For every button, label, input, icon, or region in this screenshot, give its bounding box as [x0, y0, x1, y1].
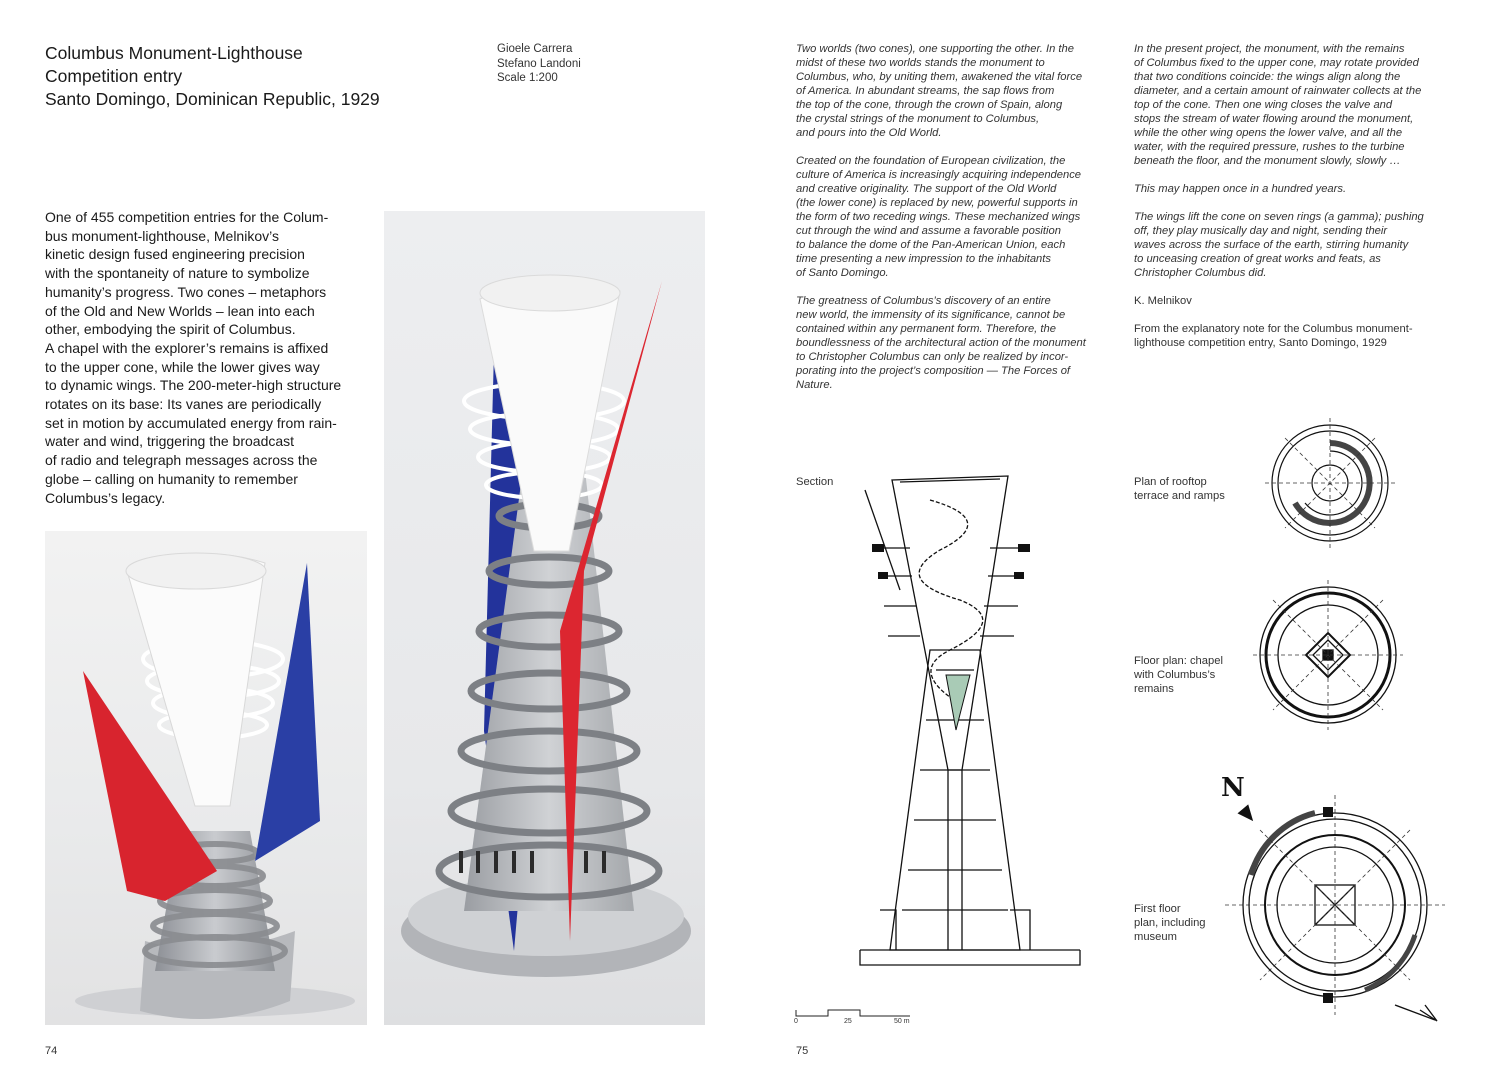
- intro-line: to the upper cone, while the lower gives way: [45, 358, 320, 375]
- quote-line: time presenting a new impression to the inhabitants: [796, 253, 1051, 265]
- quote-line: the form of two receding wings. These mechanized wings: [796, 211, 1081, 223]
- quote-line: In the present project, the monument, with the remains: [1134, 43, 1405, 55]
- source-line: lighthouse competition entry, Santo Domingo, 1929: [1134, 337, 1387, 349]
- caption-line: remains: [1134, 683, 1174, 695]
- quote-line: diameter, and a certain amount of rainwater collects at the: [1134, 85, 1422, 97]
- quote-line: Christopher Columbus did.: [1134, 267, 1267, 279]
- model-credits: [497, 42, 581, 86]
- model-photo-small: [45, 531, 367, 1025]
- caption-line: terrace and ramps: [1134, 490, 1225, 502]
- intro-line: globe – calling on humanity to remember: [45, 470, 298, 487]
- quote-line: and pours into the Old World.: [796, 127, 942, 139]
- section-drawing: [850, 470, 1110, 980]
- quote-line: beneath the floor, and the monument slowly, slowly …: [1134, 155, 1401, 167]
- right-page: [750, 0, 1500, 1091]
- intro-line: of the Old and New Worlds – lean into each: [45, 302, 315, 319]
- model-photo-tall: [384, 211, 705, 1025]
- quote-line: to balance the dome of the Pan-American Union, each: [796, 239, 1066, 251]
- scale-label-25: 25: [844, 1018, 852, 1025]
- intro-line: with the spontaneity of nature to symbolize: [45, 265, 310, 282]
- quote-line: midst of these two worlds stands the monument to: [796, 57, 1045, 69]
- quote-line: Nature.: [796, 379, 833, 391]
- intro-line: rotates on its base: Its vanes are periodically: [45, 396, 322, 413]
- quote-line: Two worlds (two cones), one supporting the other. In the: [796, 43, 1074, 55]
- first-floor-plan-drawing: [1215, 765, 1445, 1025]
- credit-line: Gioele Carrera: [497, 43, 573, 55]
- scale-label-50: 50 m: [894, 1018, 910, 1025]
- quote-line: that two conditions coincide: the wings align along the: [1134, 71, 1401, 83]
- credit-line: Scale 1:200: [497, 72, 558, 84]
- chapel-plan-caption: [1134, 654, 1223, 696]
- north-letter: N: [1221, 773, 1245, 803]
- quote-line: new world, the immensity of its significance, cannot be: [796, 309, 1066, 321]
- quote-line: top of the cone. Then one wing closes the valve and: [1134, 99, 1393, 111]
- scale-bar: [794, 1008, 924, 1030]
- title-line: Columbus Monument-Lighthouse: [45, 43, 303, 63]
- source-line: From the explanatory note for the Columbus monument-: [1134, 323, 1413, 335]
- first-floor-plan-caption: [1134, 902, 1206, 944]
- page-number-left: 74: [45, 1045, 58, 1057]
- quote-line: the top of the cone, through the crown of Spain, along: [796, 99, 1063, 111]
- quote-column-left: [796, 42, 1086, 392]
- paragraph-gap: [1134, 280, 1424, 294]
- quote-line: Created on the foundation of European civilization, the: [796, 155, 1066, 167]
- section-caption: [796, 475, 833, 489]
- caption-line: museum: [1134, 931, 1177, 943]
- chapel-floor-plan-drawing: [1253, 580, 1403, 730]
- quote-line: cut through the wind and assume a favorable position: [796, 225, 1061, 237]
- intro-line: set in motion by accumulated energy from rain-: [45, 414, 337, 431]
- quote-line: stops the stream of water flowing around the monument,: [1134, 113, 1414, 125]
- credit-line: Stefano Landoni: [497, 57, 581, 70]
- page-number-right: 75: [796, 1045, 809, 1057]
- quote-line: waves across the surface of the earth, stirring humanity: [1134, 239, 1409, 251]
- caption-line: Plan of rooftop: [1134, 476, 1207, 488]
- quote-line: the crystal strings of the monument to Columbus,: [796, 113, 1040, 125]
- caption-line: Section: [796, 476, 834, 488]
- caption-line: with Columbus’s: [1134, 669, 1216, 681]
- caption-line: First floor: [1134, 903, 1181, 915]
- intro-line: humanity’s progress. Two cones – metaphors: [45, 283, 327, 300]
- quote-line: The greatness of Columbus’s discovery of an entire: [796, 295, 1051, 307]
- intro-line: of radio and telegraph messages across the: [45, 452, 318, 469]
- quote-line: to Christopher Columbus can only be realized by incor-: [796, 351, 1069, 363]
- paragraph-gap: [1134, 196, 1424, 210]
- quote-line: to unceasing creation of great works and feats, as: [1134, 253, 1381, 265]
- paragraph-gap: [1134, 168, 1424, 182]
- paragraph-gap: [1134, 308, 1424, 322]
- quote-line: boundlessness of the architectural action of the monument: [796, 337, 1086, 349]
- quote-line: and creative originality. The support of the Old World: [796, 183, 1057, 195]
- quote-line: The wings lift the cone on seven rings (a gamma); pushing: [1134, 211, 1424, 223]
- quote-line: porating into the project’s composition — The Forces of: [796, 365, 1071, 377]
- quote-column-right: [1134, 42, 1424, 350]
- scale-label-0: 0: [794, 1018, 798, 1025]
- quote-line: off, they play musically day and night, sending their: [1134, 225, 1388, 237]
- intro-line: A chapel with the explorer’s remains is affixed: [45, 339, 329, 356]
- quote-line: culture of America is increasingly acquiring independence: [796, 169, 1082, 181]
- intro-line: One of 455 competition entries for the Colum-: [45, 209, 329, 225]
- project-title: [45, 42, 380, 111]
- paragraph-gap: [796, 140, 1086, 154]
- title-line: Competition entry: [45, 66, 183, 86]
- roof-plan-caption: [1134, 475, 1225, 503]
- signature: K. Melnikov: [1134, 295, 1192, 307]
- caption-line: plan, including: [1134, 917, 1206, 929]
- title-line: Santo Domingo, Dominican Republic, 1929: [45, 89, 380, 109]
- quote-line: Columbus, who, by uniting them, awakened the vital force: [796, 71, 1083, 83]
- quote-line: water, with the required pressure, rushes to the turbine: [1134, 141, 1405, 153]
- intro-line: to dynamic wings. The 200-meter-high structure: [45, 377, 342, 394]
- intro-line: Columbus’s legacy.: [45, 489, 166, 506]
- quote-line: of Santo Domingo.: [796, 267, 889, 279]
- intro-line: kinetic design fused engineering precision: [45, 246, 305, 263]
- rooftop-plan-drawing: [1265, 418, 1395, 548]
- quote-line: This may happen once in a hundred years.: [1134, 183, 1347, 195]
- intro-line: bus monument-lighthouse, Melnikov’s: [45, 227, 279, 244]
- quote-line: of Columbus fixed to the upper cone, may rotate provided: [1134, 57, 1419, 69]
- caption-line: Floor plan: chapel: [1134, 655, 1223, 667]
- quote-line: contained within any permanent form. Therefore, the: [796, 323, 1056, 335]
- quote-line: while the other wing opens the lower valve, and all the: [1134, 127, 1403, 139]
- quote-line: (the lower cone) is replaced by new, powerful supports in: [796, 197, 1078, 209]
- quote-line: of America. In abundant streams, the sap flows from: [796, 85, 1055, 97]
- intro-line: other, embodying the spirit of Columbus.: [45, 321, 296, 338]
- intro-paragraph: [45, 208, 375, 507]
- intro-line: water and wind, triggering the broadcast: [45, 433, 295, 450]
- paragraph-gap: [796, 280, 1086, 294]
